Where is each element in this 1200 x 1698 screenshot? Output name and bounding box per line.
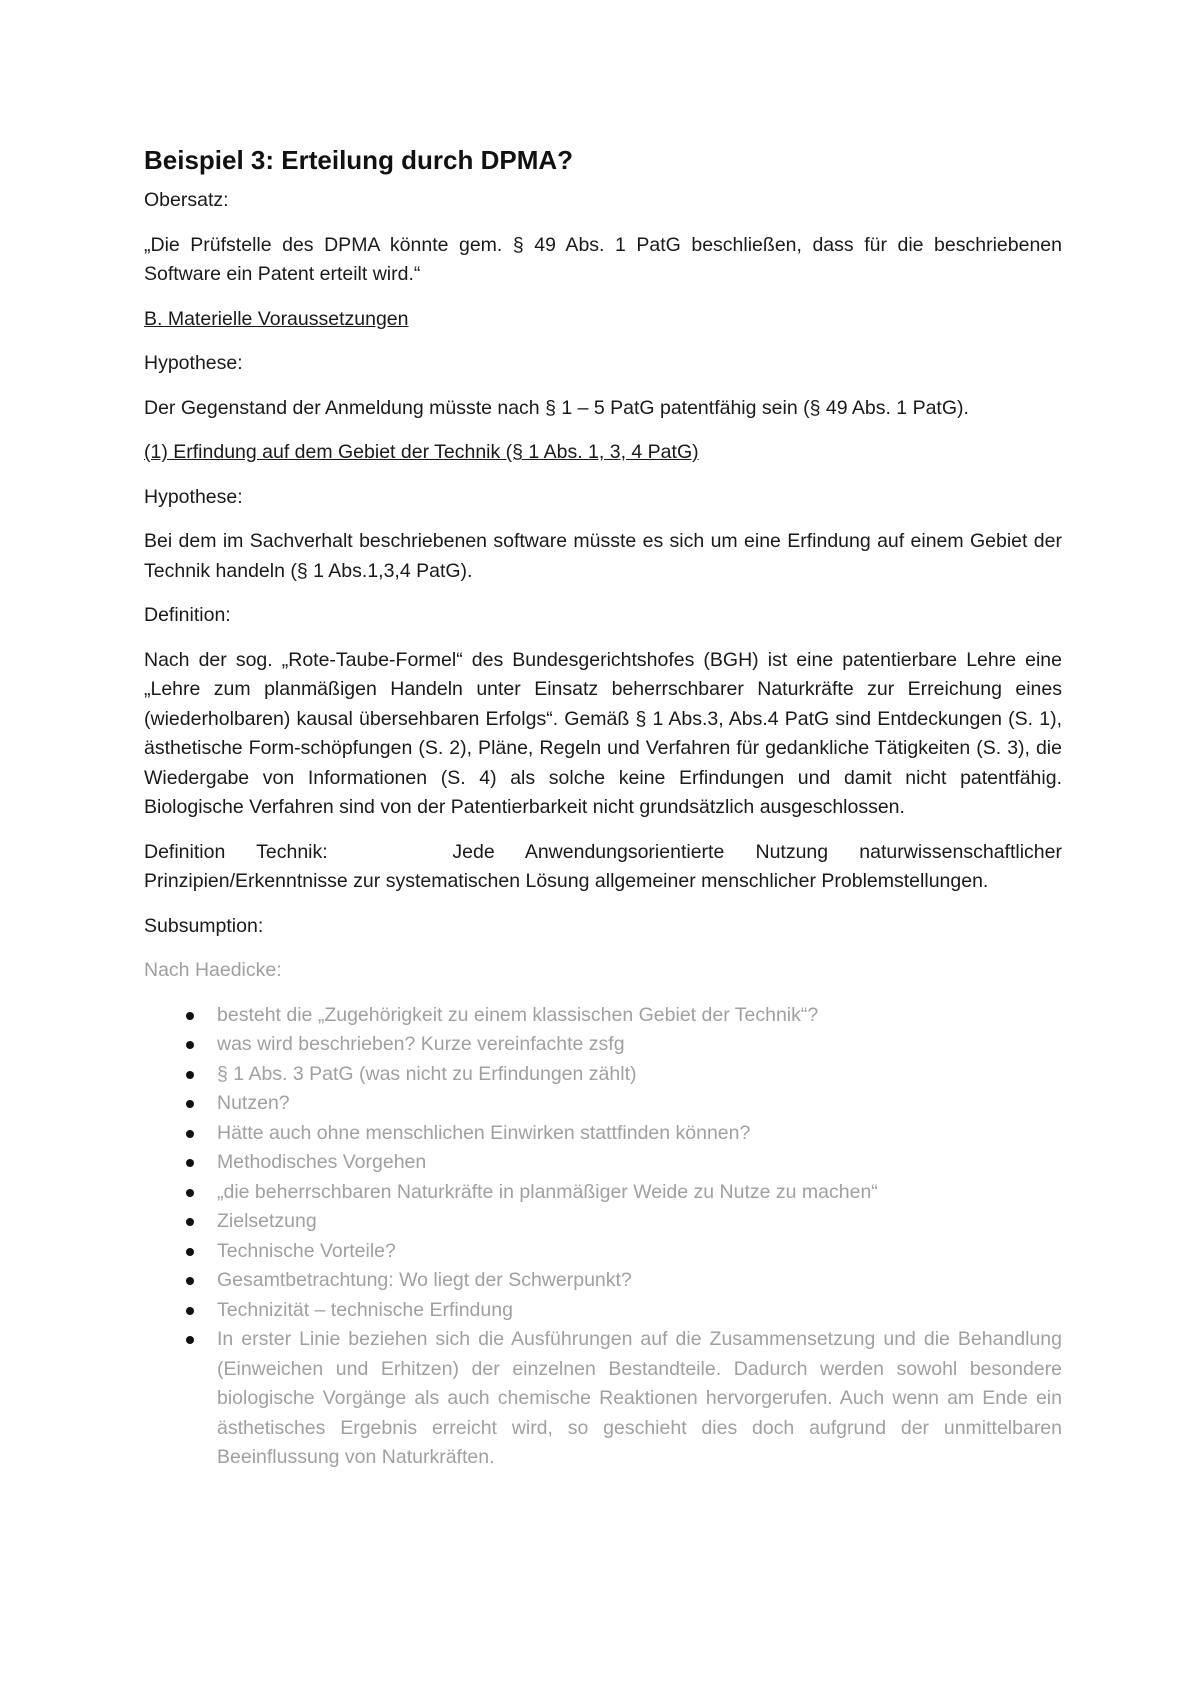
- list-item: [217, 1237, 1062, 1267]
- obersatz-text: „Die Prüfstelle des DPMA könnte gem. § 49 Abs. 1 PatG beschließen, dass für die beschriebenen Software ein Patent erteilt wird.“: [144, 233, 1062, 285]
- list-item-text: Technische Vorteile?: [217, 1239, 396, 1262]
- hypothese-label-1: Hypothese:: [144, 352, 243, 374]
- list-item-text: § 1 Abs. 3 PatG (was nicht zu Erfindungen zählt): [217, 1062, 637, 1085]
- list-item: [217, 1148, 1062, 1178]
- list-item-text: was wird beschrieben? Kurze vereinfachte zsfg: [217, 1033, 625, 1055]
- list-item: [217, 1001, 1062, 1031]
- haedicke-label: Nach Haedicke:: [144, 959, 282, 981]
- section-b-heading: B. Materielle Voraussetzungen: [144, 307, 409, 330]
- bullet-icon: [186, 1248, 194, 1256]
- bullet-icon: [186, 1071, 194, 1079]
- bullet-icon: [186, 1277, 194, 1285]
- obersatz-label: Obersatz:: [144, 189, 229, 211]
- list-item: [217, 1178, 1062, 1208]
- definition-label: Definition:: [144, 604, 231, 626]
- list-item-text: Zielsetzung: [217, 1210, 317, 1232]
- list-item-text: „die beherrschbaren Naturkräfte in planmäßiger Weide zu Nutze zu machen“: [217, 1180, 878, 1203]
- list-item: [217, 1060, 1062, 1090]
- document-page: [144, 140, 1068, 1473]
- list-item: [217, 1296, 1062, 1326]
- list-item-text: Methodisches Vorgehen: [217, 1151, 427, 1173]
- bullet-icon: [186, 1100, 194, 1108]
- bullet-icon: [186, 1012, 194, 1020]
- definition-technik-text: Definition Technik: Jede Anwendungsorientierte Nutzung naturwissenschaftlicher Prinzipien/Erkenntnisse zur systematischen Lösung allgemeiner menschlicher Problemstellungen.: [144, 840, 1068, 892]
- list-item: [217, 1089, 1062, 1119]
- list-item-text: In erster Linie beziehen sich die Ausführungen auf die Zusammensetzung und die Behandlung (Einweichen und Erhitzen) der einzelnen Bestandteile. Dadurch werden sowohl besondere biologische Vorgänge als auch chemische Reaktionen hervorgerufen. Auch wenn am Ende ein ästhetisches Ergebnis erreicht wird, so geschieht dies doch aufgrund der unmittelbaren Beeinflussung von Naturkräften.: [217, 1328, 1062, 1468]
- list-item: [217, 1119, 1062, 1149]
- list-item: [217, 1325, 1062, 1473]
- definition-text: Nach der sog. „Rote-Taube-Formel“ des Bundesgerichtshofes (BGH) ist eine patentierbare Lehre eine „Lehre zum planmäßigen Handeln unter Einsatz beherrschbarer Naturkräfte zur Erreichung eines (wiederholbaren) kausal übersehbaren Erfolgs“. Gemäß § 1 Abs.3, Abs.4 PatG sind Entdeckungen (S. 1), ästhetische Form-schöpfungen (S. 2), Pläne, Regeln und Verfahren für gedankliche Tätigkeiten (S. 3), die Wiedergabe von Informationen (S. 4) als solche keine Erfindungen und damit nicht patentfähig. Biologische Verfahren sind von der Patentierbarkeit nicht grundsätzlich ausgeschlossen.: [144, 648, 1062, 818]
- bullet-icon: [186, 1307, 194, 1315]
- subsumption-label: Subsumption:: [144, 914, 264, 937]
- list-item: [217, 1266, 1062, 1296]
- bullet-icon: [186, 1130, 194, 1138]
- bullet-icon: [186, 1189, 194, 1197]
- list-item-text: Technizität – technische Erfindung: [217, 1298, 513, 1321]
- list-item-text: Gesamtbetrachtung: Wo liegt der Schwerpunkt?: [217, 1269, 632, 1291]
- haedicke-bullet-list: [144, 1001, 1062, 1473]
- bullet-icon: [186, 1218, 194, 1226]
- bullet-icon: [186, 1041, 194, 1049]
- list-item: [217, 1030, 1062, 1060]
- page-title: Beispiel 3: Erteilung durch DPMA?: [144, 145, 574, 175]
- list-item: [217, 1207, 1062, 1237]
- list-item-text: Nutzen?: [217, 1092, 290, 1114]
- hypothese-label-2: Hypothese:: [144, 485, 243, 508]
- list-item-text: Hätte auch ohne menschlichen Einwirken stattfinden können?: [217, 1121, 751, 1144]
- bullet-icon: [186, 1159, 194, 1167]
- list-item-text: besteht die „Zugehörigkeit zu einem klassischen Gebiet der Technik“?: [217, 1003, 819, 1026]
- hypothese-text-2: Bei dem im Sachverhalt beschriebenen software müsste es sich um eine Erfindung auf einem Gebiet der Technik handeln (§ 1 Abs.1,3,4 PatG).: [144, 530, 1062, 582]
- section-1-heading: (1) Erfindung auf dem Gebiet der Technik (§ 1 Abs. 1, 3, 4 PatG): [144, 441, 699, 463]
- hypothese-text-1: Der Gegenstand der Anmeldung müsste nach § 1 – 5 PatG patentfähig sein (§ 49 Abs. 1 PatG).: [144, 396, 969, 419]
- bullet-icon: [186, 1336, 194, 1344]
